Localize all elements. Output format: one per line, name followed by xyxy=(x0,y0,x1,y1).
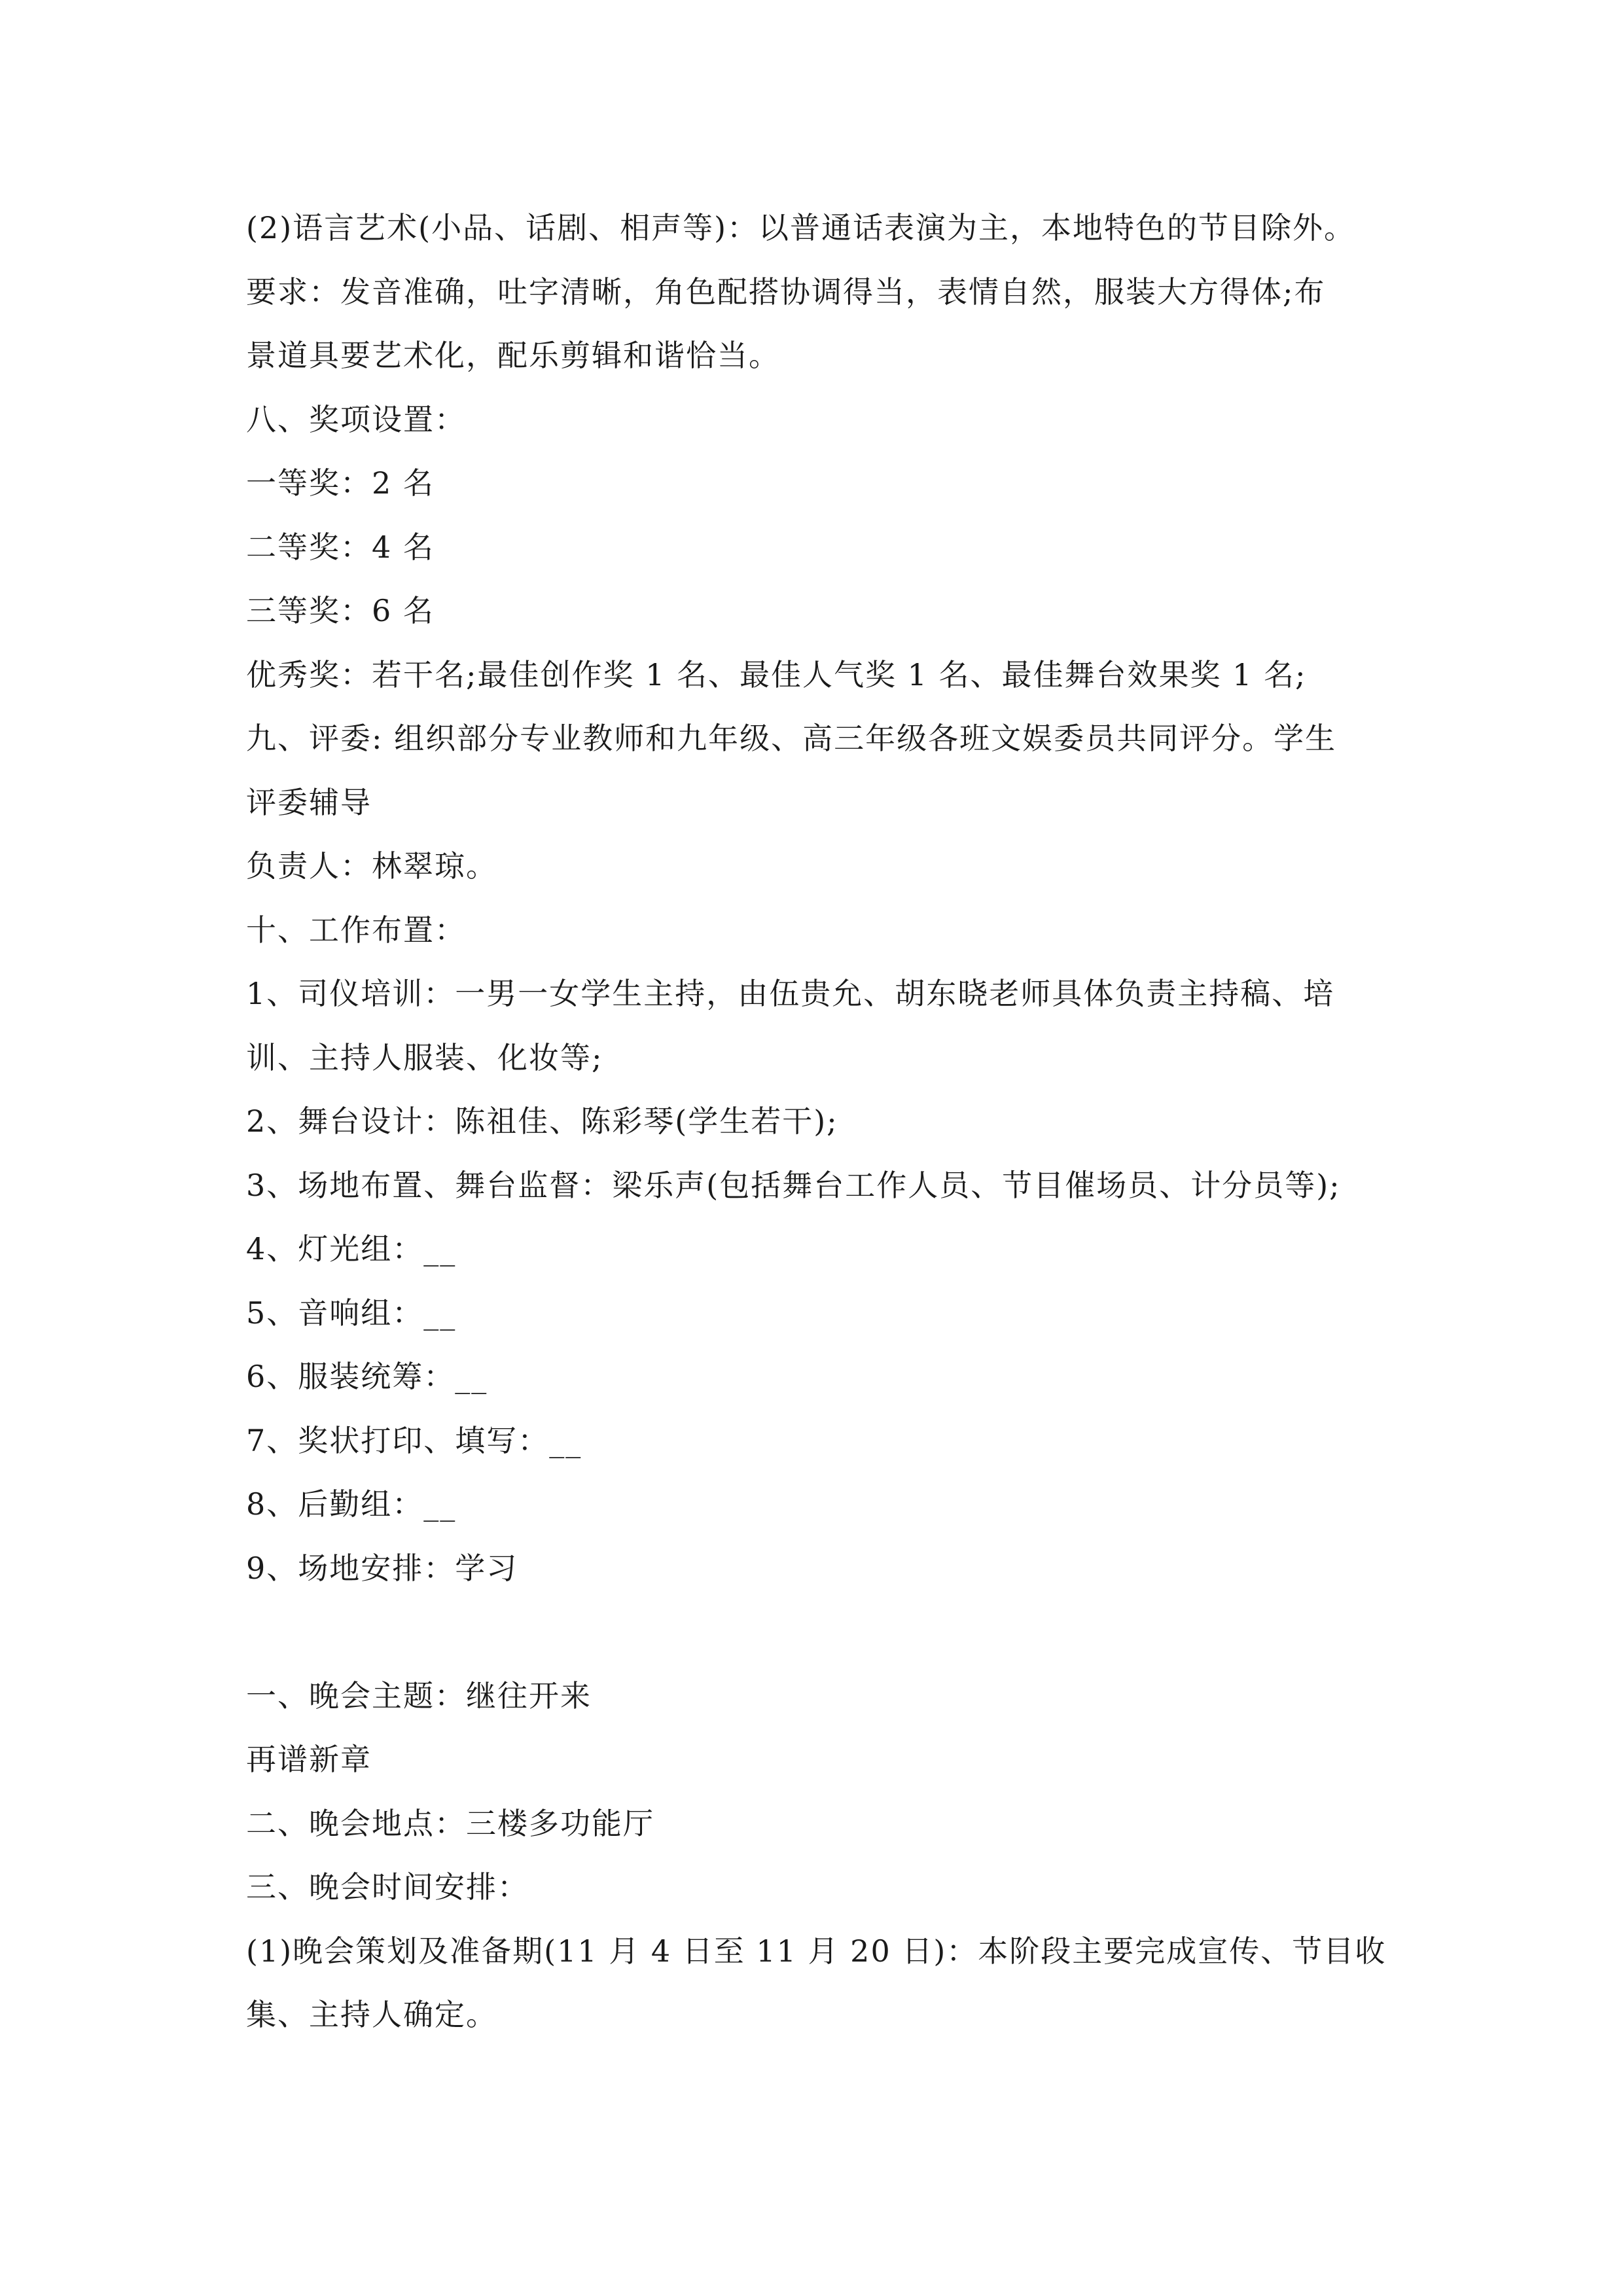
section-heading: 十、工作布置： xyxy=(246,912,466,948)
text-line: 9、场地安排：学习 xyxy=(246,1550,518,1586)
text-line: 5、音响组：__ xyxy=(246,1295,457,1331)
text-line: 训、主持人服装、化妆等; xyxy=(246,1039,603,1075)
text-line: 负责人：林翠琼。 xyxy=(246,848,497,884)
text-line: (2)语言艺术(小品、话剧、相声等)：以普通话表演为主，本地特色的节目除外。 xyxy=(246,210,1356,245)
section-heading: 一、晚会主题：继往开来 xyxy=(246,1677,592,1713)
text-line: 要求：发音准确，吐字清晰，角色配搭协调得当，表情自然，服装大方得体;布 xyxy=(246,274,1326,310)
text-line: 再谱新章 xyxy=(246,1742,372,1777)
text-line: 二等奖：4 名 xyxy=(246,529,435,565)
text-line: 6、服装统筹：__ xyxy=(246,1359,488,1394)
text-line: 1、司仪培训：一男一女学生主持，由伍贵允、胡东晓老师具体负责主持稿、培 xyxy=(246,976,1335,1011)
text-line: 2、舞台设计：陈祖佳、陈彩琴(学生若干); xyxy=(246,1103,838,1139)
text-line: 三等奖：6 名 xyxy=(246,593,435,628)
text-line: 景道具要艺术化，配乐剪辑和谐恰当。 xyxy=(246,338,780,373)
text-line: 8、后勤组：__ xyxy=(246,1486,457,1522)
text-line: 评委辅导 xyxy=(246,784,372,820)
text-line: 一等奖：2 名 xyxy=(246,465,435,501)
paragraph-spacer xyxy=(246,1600,1411,1664)
section-heading: 八、奖项设置： xyxy=(246,401,466,437)
section-heading: 三、晚会时间安排： xyxy=(246,1869,529,1905)
section-heading: 二、晚会地点：三楼多功能厅 xyxy=(246,1805,654,1841)
text-line: 集、主持人确定。 xyxy=(246,1997,497,2032)
section-heading: 九、评委: 组织部分专业教师和九年级、高三年级各班文娱委员共同评分。学生 xyxy=(246,721,1337,756)
document-body xyxy=(246,196,1411,2047)
text-line: 3、场地布置、舞台监督：梁乐声(包括舞台工作人员、节目催场员、计分员等); xyxy=(246,1167,1341,1203)
text-line: 4、灯光组：__ xyxy=(246,1231,457,1266)
text-line: 7、奖状打印、填写：__ xyxy=(246,1422,582,1458)
text-line: 优秀奖：若干名;最佳创作奖 1 名、最佳人气奖 1 名、最佳舞台效果奖 1 名; xyxy=(246,656,1307,692)
text-line: (1)晚会策划及准备期(11 月 4 日至 11 月 20 日)：本阶段主要完成宣传、节目收 xyxy=(246,1933,1387,1969)
